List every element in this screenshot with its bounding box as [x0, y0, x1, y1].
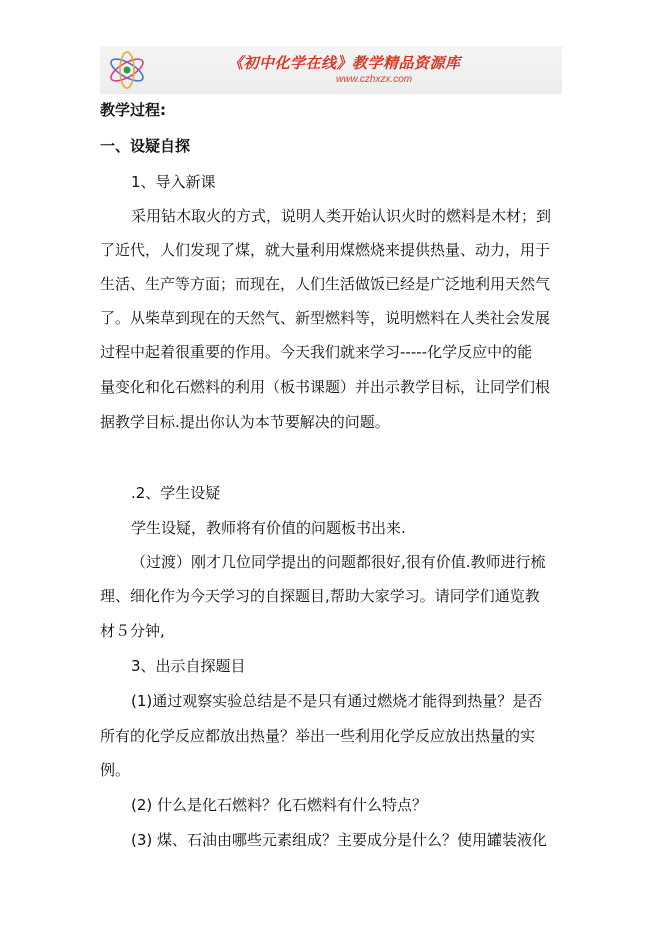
paragraph-line: 了近代，人们发现了煤，就大量利用煤燃烧来提供热量、动力，用于: [100, 241, 551, 259]
question-line: 所有的化学反应都放出热量？举出一些利用化学反应放出热量的实: [100, 727, 536, 745]
question-line: (1)通过观察实验总结是不是只有通过燃烧才能得到热量？是否: [131, 692, 543, 710]
section-title: 一、设疑自探: [100, 137, 191, 155]
paragraph-line: 材５分钟,: [100, 622, 165, 640]
paragraph-line: 据教学目标.提出你认为本节要解决的问题。: [100, 413, 390, 431]
banner-title: 《初中化学在线》教学精品资源库: [228, 54, 461, 72]
header-banner: [100, 46, 562, 94]
question-line: 例。: [100, 761, 131, 779]
paragraph-line: 了。从柴草到现在的天然气、新型燃料等，说明燃料在人类社会发展: [100, 309, 551, 327]
paragraph-line: 采用钻木取火的方式，说明人类开始认识火时的燃料是木材；到: [131, 207, 552, 225]
paragraph-line: 量变化和化石燃料的利用（板书课题）并出示教学目标，让同学们根: [100, 378, 551, 396]
subheading: 3、出示自探题目: [131, 657, 246, 675]
subheading: .2、学生设疑: [131, 484, 221, 502]
question-line: (3) 煤、石油由哪些元素组成？主要成分是什么？使用罐装液化: [131, 831, 548, 849]
heading: 教学过程:: [100, 101, 166, 119]
banner-url: www.czhxzx.com: [336, 74, 413, 85]
paragraph-line: 过程中起着很重要的作用。今天我们就来学习-----化学反应中的能: [100, 343, 533, 361]
atom-icon: [104, 48, 150, 92]
paragraph-line: （过渡）刚才几位同学提出的问题都很好,很有价值.教师进行梳: [131, 553, 546, 571]
paragraph-line: 学生设疑，教师将有价值的问题板书出来.: [131, 519, 406, 537]
paragraph-line: 理、细化作为今天学习的自探题目,帮助大家学习。请同学们通览教: [100, 587, 540, 605]
subheading: 1、导入新课: [131, 173, 216, 191]
question-line: (2) 什么是化石燃料？化石燃料有什么特点？: [131, 796, 428, 814]
paragraph-line: 生活、生产等方面；而现在，人们生活做饭已经是广泛地利用天然气: [100, 275, 551, 293]
